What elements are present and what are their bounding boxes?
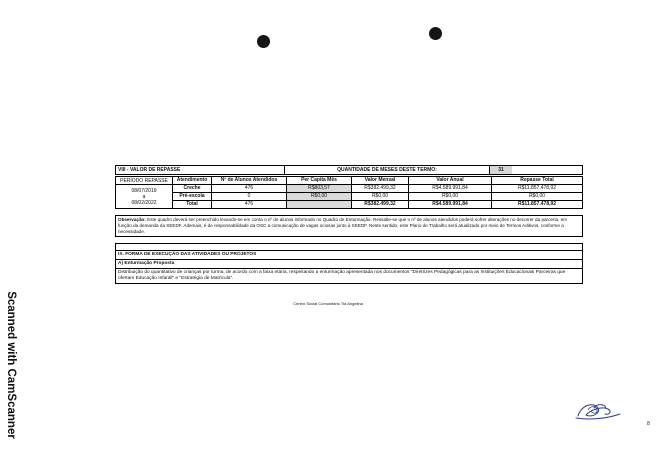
- table-header-row: [116, 177, 583, 185]
- cell-mensal: R$0,00: [352, 193, 409, 201]
- section-8-header: [115, 165, 583, 175]
- signature-image: [572, 400, 624, 422]
- cell-alunos: 476: [212, 201, 287, 209]
- scanner-watermark-text: Scanned with CamScanner: [5, 291, 17, 439]
- cell-per-capita: R$0,00: [287, 193, 352, 201]
- months-label: QUANTIDADE DE MESES DESTE TERMO:: [285, 166, 490, 174]
- repasse-table: [115, 176, 583, 209]
- section-9: [115, 243, 583, 284]
- col-header-periodo: PERÍODO REPASSE: [116, 177, 173, 185]
- punch-hole: [257, 35, 270, 48]
- cell-atendimento: Pré-escola: [173, 193, 212, 201]
- observacao-label: Observação:: [118, 217, 146, 222]
- observacao-box: [115, 215, 583, 237]
- table-row: [116, 185, 583, 193]
- scanner-watermark: [2, 290, 20, 440]
- col-header-mensal: Valor Mensal: [352, 177, 409, 185]
- months-value: 31: [490, 166, 512, 174]
- col-header-per-capita: Per Capita Mês: [287, 177, 352, 185]
- cell-total: R$11.857.478,92: [492, 201, 583, 209]
- section-9-text: Distribuição do quantitativo de crianças por turma, de acordo com a faixa etária, respeitando a enturmação apresentada nos documentos "Diretrizes Pedagógicas para as Instituições Educacionais Parceiras que ofertam Educação Infantil" e "Estratégia de Matrícula".: [118, 270, 566, 281]
- col-header-anual: Valor Anual: [409, 177, 492, 185]
- cell-atendimento: Total: [173, 201, 212, 209]
- periodo-cell: [116, 185, 173, 209]
- footer-org-name: Centro Social Comunitário Tia Angelina: [293, 301, 363, 306]
- cell-per-capita: [287, 201, 352, 209]
- col-header-atendimento: Atendimento: [173, 177, 212, 185]
- periodo-end: 08/02/2022: [131, 199, 157, 206]
- cell-total: R$11.857.478,92: [492, 185, 583, 193]
- table-row: [116, 193, 583, 201]
- section-9-subtitle: A) Enturmação Proposta: [116, 260, 582, 269]
- cell-anual: R$0,00: [409, 193, 492, 201]
- punch-hole: [429, 27, 442, 40]
- cell-alunos: 0: [212, 193, 287, 201]
- cell-anual: R$4.589.991,84: [409, 185, 492, 193]
- col-header-total: Repasse Total: [492, 177, 583, 185]
- section-8-title: VIII - VALOR DE REPASSE: [116, 166, 285, 174]
- observacao-text: Este quadro deverá ser preenchido levando-se em conta o nº de alunos informado no Quadro de Enturmação. Ressalte-se que o nº de alunos atendidos poderá sofrer alterações no decorrer da parceria, em função da demanda da SEEDF. Ademais, é de responsabilidade da OSC a comunicação de vagas ociosas junto à SEEDF. Neste sentido, este Plano de Trabalho será atualizado por meio de Termos Aditivos, conforme a necessidade.: [118, 217, 567, 234]
- table-row: [116, 201, 583, 209]
- cell-mensal: R$382.499,32: [352, 201, 409, 209]
- periodo-start: 08/07/2019: [131, 187, 157, 194]
- cell-total: R$0,00: [492, 193, 583, 201]
- cell-alunos: 476: [212, 185, 287, 193]
- cell-per-capita: R$803,57: [287, 185, 352, 193]
- page-number: 8: [647, 421, 650, 427]
- periodo-sep: a: [142, 193, 146, 200]
- cell-atendimento: Creche: [173, 185, 212, 193]
- col-header-alunos: Nº de Alunos Atendidos: [212, 177, 287, 185]
- cell-mensal: R$382.499,32: [352, 185, 409, 193]
- cell-anual: R$4.589.991,84: [409, 201, 492, 209]
- section-9-title: IX. FORMA DE EXECUÇÃO DAS ATIVIDADES OU PROJETOS: [116, 251, 582, 260]
- document-body: [115, 165, 583, 284]
